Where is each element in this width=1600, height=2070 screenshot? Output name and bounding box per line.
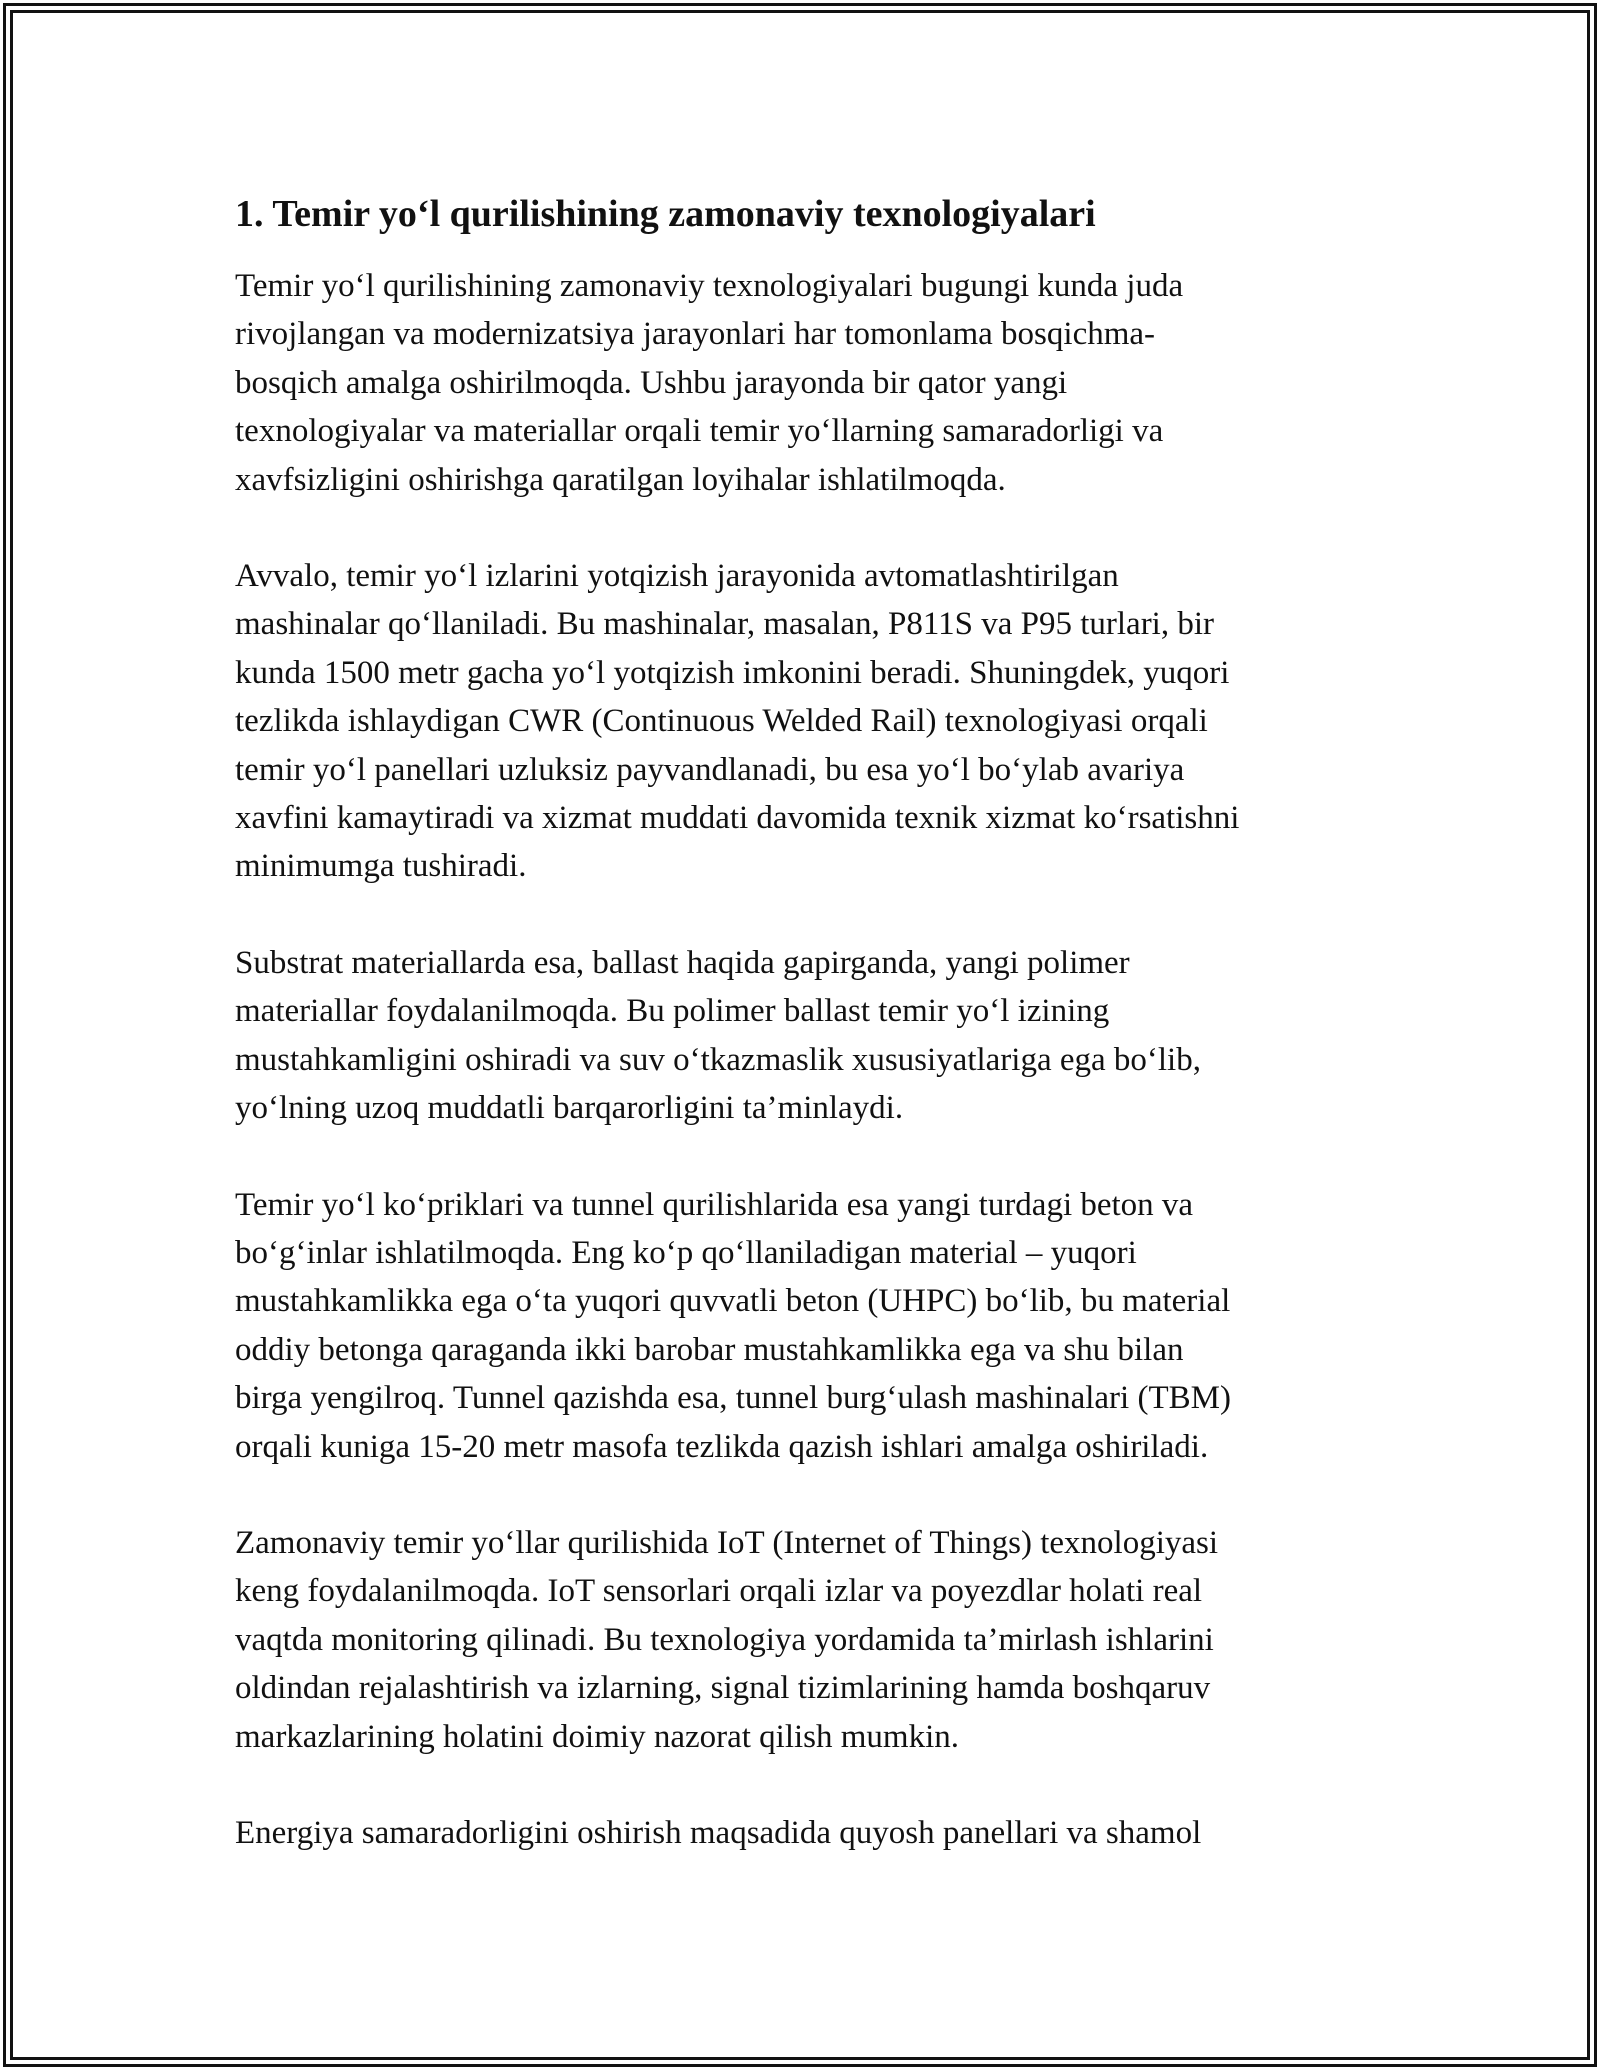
text-line: Energiya samaradorligini oshirish maqsadida quyosh panellari va shamol xyxy=(235,1814,1202,1851)
text-line: xavfini kamaytiradi va xizmat muddati davomida texnik xizmat ko‘rsatishni xyxy=(235,800,1240,837)
text-line: Avvalo, temir yo‘l izlarini yotqizish jarayonida avtomatlashtirilgan xyxy=(235,558,1119,595)
text-line: yo‘lning uzoq muddatli barqarorligini ta’minlaydi. xyxy=(235,1090,904,1127)
text-line: rivojlangan va modernizatsiya jarayonlari har tomonlama bosqichma- xyxy=(235,316,1156,353)
text-line: mashinalar qo‘llaniladi. Bu mashinalar, masalan, P811S va P95 turlari, bir xyxy=(235,606,1215,643)
text-line: xavfsizligini oshirishga qaratilgan loyihalar ishlatilmoqda. xyxy=(235,461,1006,498)
text-line: keng foydalanilmoqda. IoT sensorlari orqali izlar va poyezdlar holati real xyxy=(235,1573,1203,1610)
text-line: bo‘g‘inlar ishlatilmoqda. Eng ko‘p qo‘llaniladigan material – yuqori xyxy=(235,1234,1137,1271)
paragraph xyxy=(235,1181,1365,1471)
paragraph xyxy=(235,1519,1365,1761)
text-line: tezlikda ishlaydigan CWR (Continuous Welded Rail) texnologiyasi orqali xyxy=(235,703,1208,740)
section-title: 1. Temir yo‘l qurilishining zamonaviy texnologiyalari xyxy=(235,193,1096,235)
text-line: orqali kuniga 15-20 metr masofa tezlikda qazish ishlari amalga oshiriladi. xyxy=(235,1428,1209,1465)
text-line: markazlarining holatini doimiy nazorat qilish mumkin. xyxy=(235,1718,960,1755)
text-line: bosqich amalga oshirilmoqda. Ushbu jarayonda bir qator yangi xyxy=(235,364,1068,401)
text-line: minimumga tushiradi. xyxy=(235,848,527,885)
text-line: mustahkamlikka ega o‘ta yuqori quvvatli beton (UHPC) bo‘lib, bu material xyxy=(235,1283,1231,1320)
text-line: Substrat materiallarda esa, ballast haqida gapirganda, yangi polimer xyxy=(235,944,1130,981)
text-line: Temir yo‘l qurilishining zamonaviy texnologiyalari bugungi kunda juda xyxy=(235,268,1184,304)
paragraph xyxy=(235,1809,1365,1857)
document-body xyxy=(235,186,1365,1905)
text-line: Zamonaviy temir yo‘llar qurilishida IoT (Internet of Things) texnologiyasi xyxy=(235,1524,1219,1561)
text-line: texnologiyalar va materiallar orqali temir yo‘llarning samaradorligi va xyxy=(235,413,1164,450)
text-line: kunda 1500 metr gacha yo‘l yotqizish imkonini beradi. Shuningdek, yuqori xyxy=(235,654,1230,691)
text-line: oddiy betonga qaraganda ikki barobar mustahkamlikka ega va shu bilan xyxy=(235,1331,1184,1368)
text-line: temir yo‘l panellari uzluksiz payvandlanadi, bu esa yo‘l bo‘ylab avariya xyxy=(235,751,1185,788)
text-line: mustahkamligini oshiradi va suv o‘tkazmaslik xususiyatlariga ega bo‘lib, xyxy=(235,1041,1201,1078)
text-line: oldindan rejalashtirish va izlarning, signal tizimlarining hamda boshqaruv xyxy=(235,1670,1211,1707)
paragraph xyxy=(235,552,1365,891)
text-line: Temir yo‘l ko‘priklari va tunnel qurilishlarida esa yangi turdagi beton va xyxy=(235,1186,1194,1223)
paragraph xyxy=(235,939,1365,1133)
text-line: vaqtda monitoring qilinadi. Bu texnologiya yordamida ta’mirlash ishlarini xyxy=(235,1621,1214,1658)
text-line: birga yengilroq. Tunnel qazishda esa, tunnel burg‘ulash mashinalari (TBM) xyxy=(235,1380,1231,1417)
text-line: materiallar foydalanilmoqda. Bu polimer ballast temir yo‘l izining xyxy=(235,993,1110,1030)
paragraph xyxy=(235,262,1365,504)
